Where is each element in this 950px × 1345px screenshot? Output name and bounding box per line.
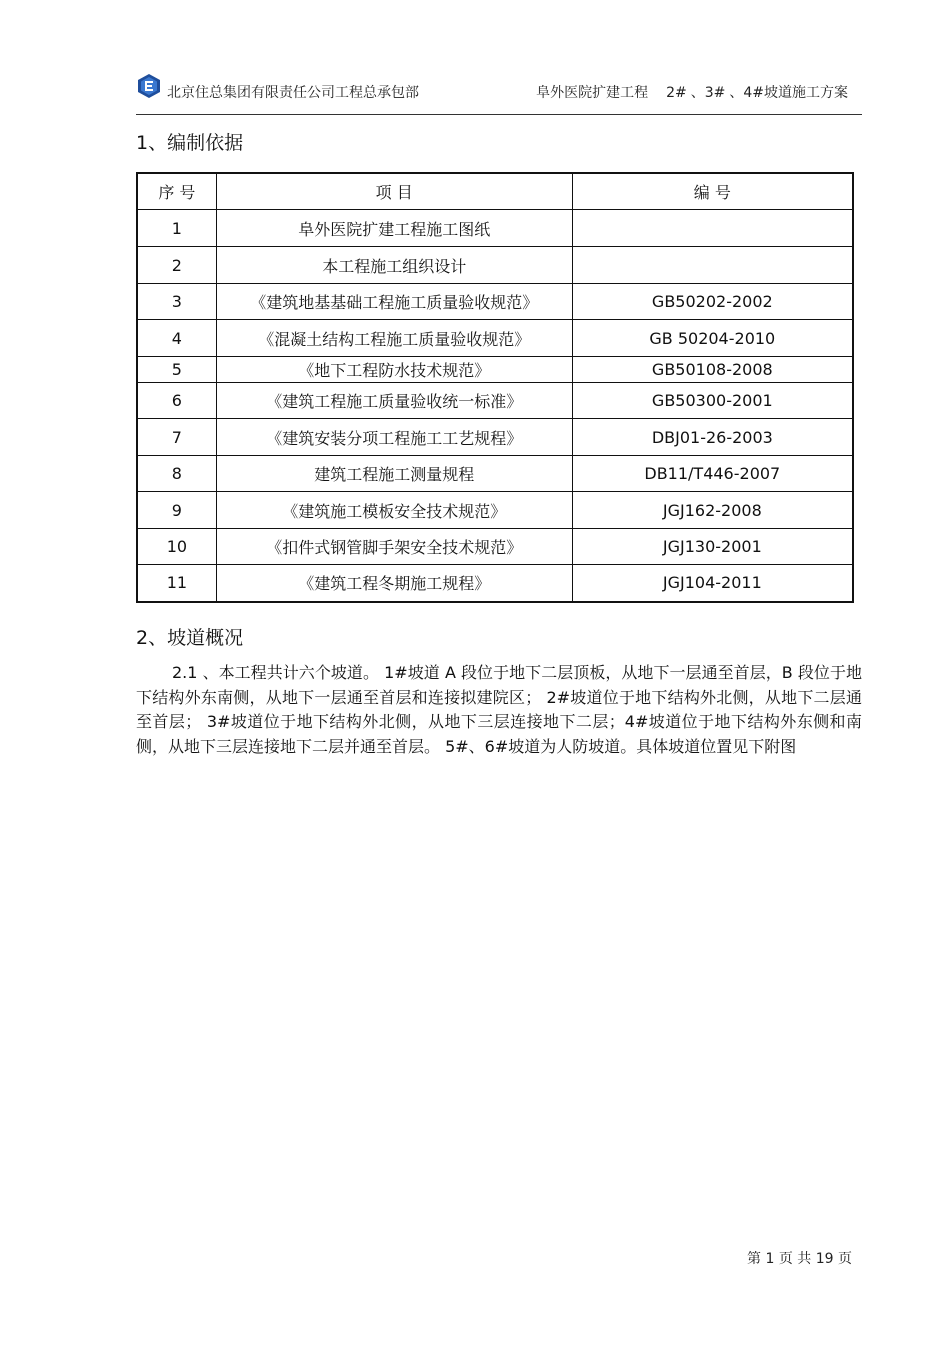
ramp-overview-paragraph: 2.1 、本工程共计六个坡道。 1#坡道 A 段位于地下二层顶板，从地下一层通至首层，B 段位于地下结构外东南侧，从地下一层通至首层和连接拟建院区； 2#坡道位于地下结构外北侧，从地下二层通至首层； 3#坡道位于地下结构外北侧，从地下三层连接地下二层；4#坡道位于地下结构外东侧和南侧，从地下三层连接地下二层并通至首层。 5#、6#坡道为人防坡道。具体坡道位置见下附图 (136, 663, 862, 756)
plan-part-2: 、3# (690, 85, 726, 101)
table-row (137, 456, 853, 492)
section-1-heading: 1、编制依据 (136, 132, 244, 154)
cell-no: 8 (137, 456, 216, 492)
cell-no: 6 (137, 383, 216, 419)
cell-item: 《扣件式钢管脚手架安全技术规范》 (216, 529, 572, 565)
cell-code: GB 50204-2010 (572, 320, 853, 357)
header-no: 序 号 (137, 173, 216, 210)
project-name: 阜外医院扩建工程 (536, 85, 649, 101)
cell-item: 阜外医院扩建工程施工图纸 (216, 210, 572, 247)
cell-code: GB50108-2008 (572, 357, 853, 383)
plan-part-1: 2# (666, 85, 687, 101)
table-header-row (137, 173, 853, 210)
document-title (532, 82, 848, 102)
page-header (136, 70, 862, 115)
header-code: 编 号 (572, 173, 853, 210)
table-row (137, 357, 853, 383)
page-number: 第 1 页 共 19 页 (747, 1251, 852, 1267)
cell-code: GB50202-2002 (572, 284, 853, 320)
cell-item: 《建筑工程施工质量验收统一标准》 (216, 383, 572, 419)
section-2-heading: 2、坡道概况 (136, 627, 244, 649)
cell-code: JGJ104-2011 (572, 565, 853, 602)
cell-code (572, 247, 853, 284)
cell-no: 3 (137, 284, 216, 320)
plan-part-3: 、4# (729, 85, 764, 101)
cell-code: DB11/T446-2007 (572, 456, 853, 492)
cell-item: 建筑工程施工测量规程 (216, 456, 572, 492)
cell-code: GB50300-2001 (572, 383, 853, 419)
cell-code (572, 210, 853, 247)
cell-no: 9 (137, 492, 216, 529)
table-row (137, 529, 853, 565)
table-row (137, 492, 853, 529)
cell-code: JGJ162-2008 (572, 492, 853, 529)
plan-part-4: 坡道施工方案 (764, 85, 848, 101)
table-row (137, 320, 853, 357)
cell-item: 《地下工程防水技术规范》 (216, 357, 572, 383)
cell-item: 《建筑工程冬期施工规程》 (216, 565, 572, 602)
cell-item: 《建筑安装分项工程施工工艺规程》 (216, 419, 572, 456)
cell-no: 2 (137, 247, 216, 284)
header-item: 项 目 (216, 173, 572, 210)
basis-table (136, 172, 854, 603)
table-row (137, 284, 853, 320)
table-row (137, 419, 853, 456)
table-row (137, 383, 853, 419)
company-name: 北京住总集团有限责任公司工程总承包部 (167, 85, 419, 101)
cell-item: 《建筑地基基础工程施工质量验收规范》 (216, 284, 572, 320)
table-row (137, 565, 853, 602)
cell-item: 《建筑施工模板安全技术规范》 (216, 492, 572, 529)
cell-code: DBJ01-26-2003 (572, 419, 853, 456)
table-row (137, 210, 853, 247)
cell-no: 5 (137, 357, 216, 383)
cell-no: 4 (137, 320, 216, 357)
cell-item: 《混凝土结构工程施工质量验收规范》 (216, 320, 572, 357)
cell-item: 本工程施工组织设计 (216, 247, 572, 284)
table-body (137, 210, 853, 602)
table-row (137, 247, 853, 284)
cell-no: 11 (137, 565, 216, 602)
cell-code: JGJ130-2001 (572, 529, 853, 565)
company-logo-icon (136, 73, 162, 99)
cell-no: 1 (137, 210, 216, 247)
cell-no: 10 (137, 529, 216, 565)
cell-no: 7 (137, 419, 216, 456)
